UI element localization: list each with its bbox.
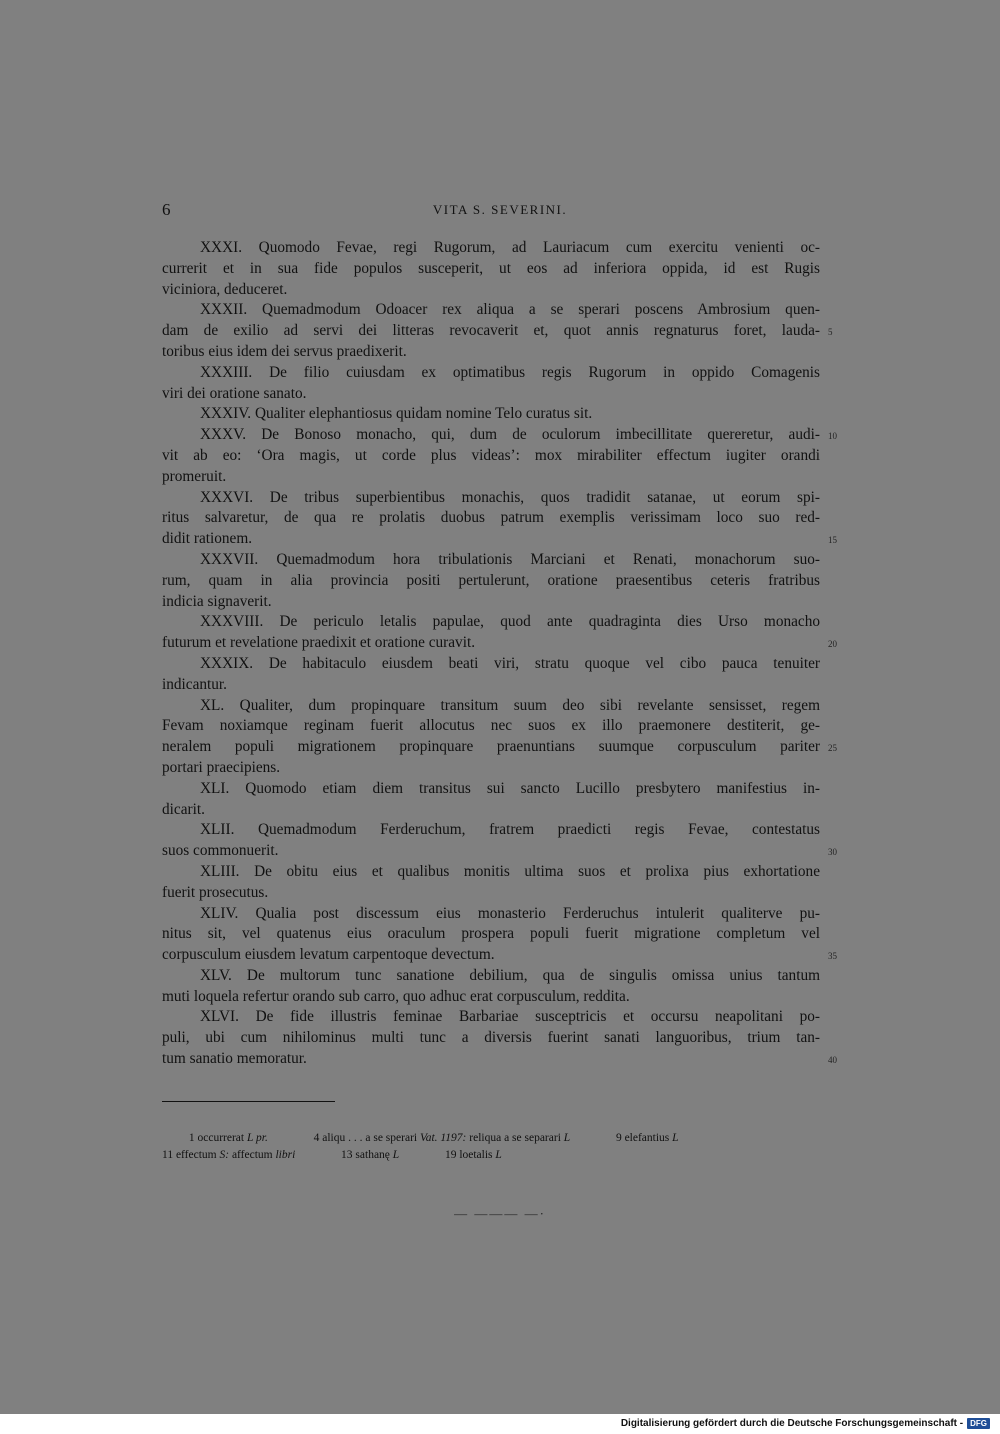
note-lemma: loetalis: [459, 1149, 493, 1161]
text-line: dicarit.: [162, 800, 205, 818]
text-line: ritus salvaretur, de qua re prolatis duobus patrum exemplis verissimam loco suo red-: [162, 509, 820, 527]
note-siglum: L: [563, 1132, 571, 1144]
note-siglum: libri: [275, 1149, 296, 1161]
text-line: XXXIV. Qualiter elephantiosus quidam nomine Telo curatus sit.: [200, 405, 593, 423]
dfg-footer: [621, 1418, 990, 1429]
text-line: XXXVII. Quemadmodum hora tribulationis Marciani et Renati, monachorum suo-: [200, 550, 820, 568]
text-line: vit ab eo: ‘Ora magis, ut corde plus videas’: mox mirabiliter effectum iugiter orandi: [162, 446, 820, 464]
note-number: 9: [615, 1132, 622, 1144]
text-line: viri dei oratione sanato.: [162, 384, 307, 402]
text-line: rum, quam in alia provincia positi pertulerunt, oratione praesentibus ceteris fratribus: [162, 571, 820, 589]
note-lemma: aliqu . . . a se sperari: [322, 1132, 418, 1144]
note-reading: reliqua a se separari: [469, 1132, 561, 1144]
note-number: 13: [341, 1149, 353, 1161]
text-line: fuerit prosecutus.: [162, 883, 269, 901]
text-line: promeruit.: [162, 467, 227, 485]
note-number: 4: [313, 1132, 320, 1144]
page-number: 6: [162, 200, 171, 219]
note-source: Vat. 1197:: [419, 1132, 467, 1144]
critical-apparatus: [162, 1130, 822, 1164]
text-line: XLVI. De fide illustris feminae Barbariae susceptricis et occursu neapolitani po-: [200, 1008, 820, 1026]
note-number: 11: [162, 1149, 174, 1161]
text-line: XXXV. De Bonoso monacho, qui, dum de oculorum imbecillitate quereretur, audi-: [200, 426, 820, 444]
note-lemma: elefantius: [624, 1132, 670, 1144]
text-line: XLI. Quomodo etiam diem transitus sui sancto Lucillo presbytero manifestius in-: [200, 779, 820, 797]
margin-line-number: 15: [828, 535, 837, 546]
running-head: VITA S. SEVERINI.: [432, 202, 568, 217]
text-line: tum sanatio memoratur.: [162, 1050, 307, 1068]
text-line: XLIII. De obitu eius et qualibus monitis ultima suos et prolixa pius exhortatione: [200, 862, 820, 880]
dfg-logo-icon[interactable]: DFG: [967, 1418, 990, 1429]
text-line: puli, ubi cum nihilominus multi tunc a diversis fuerint sanati languoribus, trium tan-: [162, 1029, 820, 1047]
text-line: toribus eius idem dei servus praedixerit.: [162, 342, 407, 360]
text-line: XXXVIII. De periculo letalis papulae, quod ante quadraginta dies Urso monacho: [200, 613, 820, 631]
margin-line-number: 35: [828, 951, 837, 962]
note-lemma: effectum: [175, 1149, 217, 1161]
note-number: 19: [444, 1149, 457, 1161]
text-line: XXXIII. De filio cuiusdam ex optimatibus regis Rugorum in oppido Comagenis: [200, 363, 820, 381]
text-line: corpusculum eiusdem levatum carpentoque devectum.: [162, 946, 495, 964]
text-line: XLV. De multorum tunc sanatione debilium, qua de singulis omissa unius tantum: [200, 966, 820, 984]
text-line: indicantur.: [162, 675, 227, 693]
footnote-rule: [162, 1101, 335, 1102]
text-line: XL. Qualiter, dum propinquare transitum suum deo sibi revelante sensisset, regem: [200, 696, 820, 714]
text-line: neralem populi migrationem propinquare praenuntians suumque corpusculum pariter: [162, 738, 820, 756]
margin-line-number: 5: [828, 327, 833, 338]
text-line: XXXIX. De habitaculo eiusdem beati viri, stratu quoque vel cibo pauca tenuiter: [200, 654, 820, 672]
text-line: portari praecipiens.: [162, 758, 281, 776]
footer-text: Digitalisierung gefördert durch die Deutsche Forschungsgemeinschaft -: [620, 1418, 964, 1429]
text-line: indicia signaverit.: [162, 592, 272, 610]
text-line: currerit et in sua fide populos susceperit, ut eos ad inferiora oppida, id est Rugis: [162, 259, 820, 277]
apparatus-row-2: [162, 1147, 822, 1164]
apparatus-row-1: [162, 1130, 822, 1147]
note-lemma: sathanę: [355, 1149, 390, 1161]
note-reading: affectum: [231, 1149, 273, 1161]
note-siglum: L: [495, 1149, 502, 1161]
text-line: suos commonuerit.: [162, 842, 279, 860]
text-line: XLIV. Qualia post discessum eius monasterio Ferderuchus intulerit qualiterve pu-: [200, 904, 820, 922]
text-line: futurum et revelatione praedixit et oratione curavit.: [162, 634, 476, 652]
margin-line-number: 10: [828, 431, 837, 442]
text-line: XXXII. Quemadmodum Odoacer rex aliqua a se sperari poscens Ambrosium quen-: [200, 301, 820, 319]
note-siglum: L: [672, 1132, 679, 1144]
text-line: didit rationem.: [162, 530, 253, 548]
margin-line-number: 20: [828, 639, 837, 650]
chapter-list: [162, 238, 820, 1070]
text-line: Fevam noxiamque reginam fuerit allocutus nec suos ex illo praemonere destiterit, ge-: [162, 717, 820, 735]
note-number: 1: [188, 1132, 195, 1144]
text-line: XXXVI. De tribus superbientibus monachis, quos tradidit satanae, ut eorum spi-: [200, 488, 820, 506]
note-siglum: L: [392, 1149, 400, 1161]
text-line: XLII. Quemadmodum Ferderuchum, fratrem praedicti regis Fevae, contestatus: [200, 821, 820, 839]
page-end-mark: — ——— —·: [454, 1206, 546, 1221]
text-line: dam de exilio ad servi dei litteras revocaverit et, quot annis regnaturus foret, lauda-: [162, 322, 820, 340]
note-source: S:: [219, 1149, 230, 1161]
text-line: nitus sit, vel quatenus eius oraculum prospera populi fuerit migratione completum vel: [162, 925, 820, 943]
note-lemma: occurrerat: [197, 1132, 245, 1144]
margin-line-number: 40: [828, 1055, 837, 1066]
text-line: XXXI. Quomodo Fevae, regi Rugorum, ad Lauriacum cum exercitu venienti oc-: [200, 239, 820, 256]
text-line: muti loquela refertur orando sub carro, quo adhuc erat corpusculum, reddita.: [162, 987, 630, 1005]
note-siglum: L pr.: [246, 1132, 268, 1144]
margin-line-number: 30: [828, 847, 837, 858]
margin-line-number: 25: [828, 743, 837, 754]
text-line: viciniora, deduceret.: [162, 280, 288, 298]
